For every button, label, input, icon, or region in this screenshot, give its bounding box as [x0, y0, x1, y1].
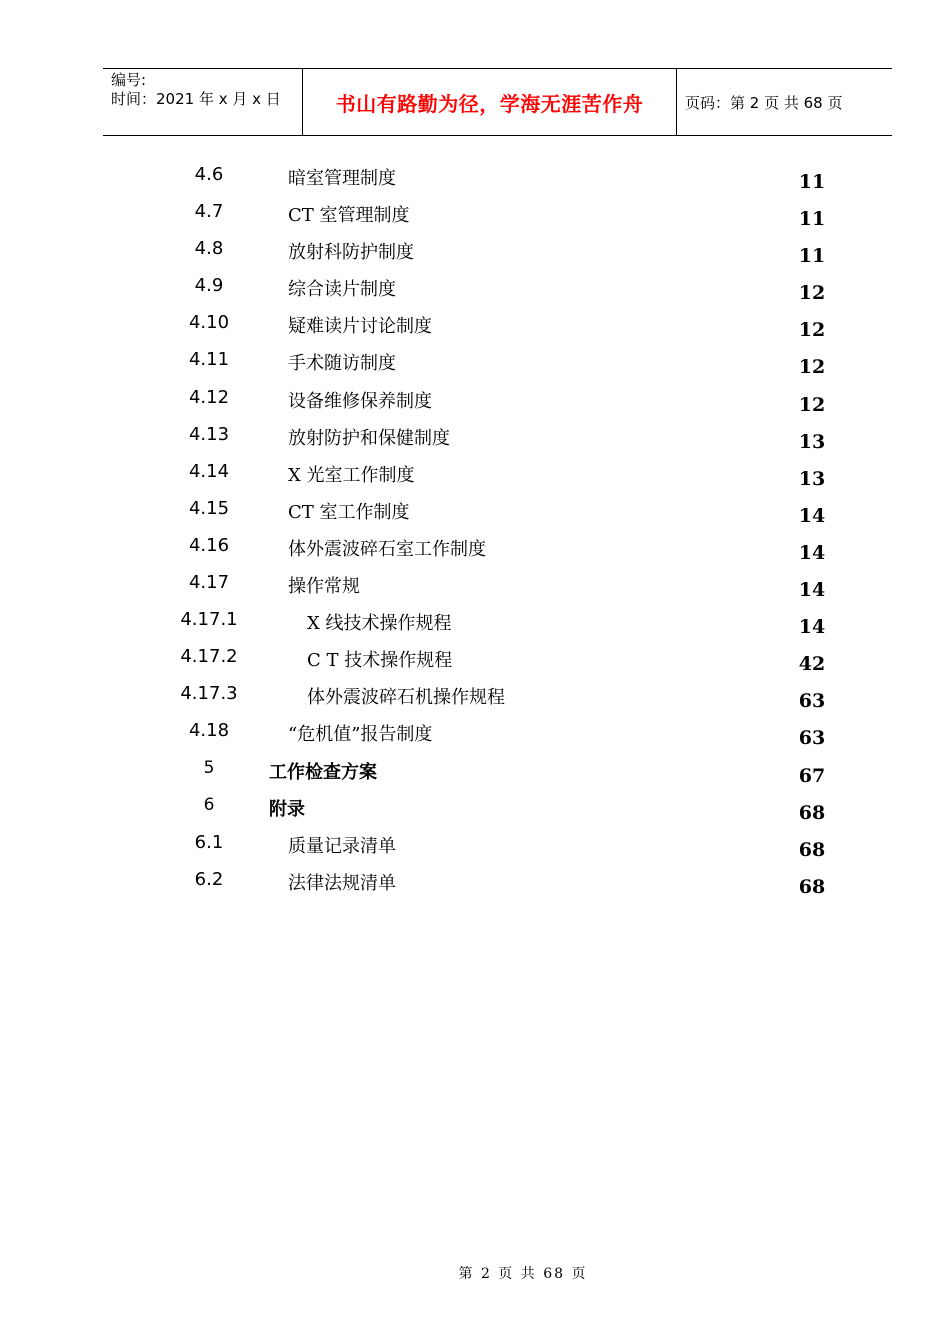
- header-page-info: 页码：第 2 页 共 68 页: [685, 93, 843, 112]
- toc-entry-page: 42: [798, 653, 826, 676]
- toc-entry-title: 放射防护和保健制度: [288, 427, 450, 449]
- toc-entry-title: CT 室管理制度: [288, 205, 410, 227]
- toc-entry-title: X 光室工作制度: [288, 464, 415, 486]
- toc-entry-title: C T 技术操作规程: [307, 650, 453, 672]
- toc-entry[interactable]: [0, 714, 950, 751]
- toc-entry-page: 14: [798, 541, 826, 564]
- toc-entry-title: “危机值”报告制度: [288, 724, 433, 746]
- toc-entry[interactable]: [0, 343, 950, 380]
- time-label: 时间：2021 年 x 月 x 日: [111, 90, 281, 108]
- toc-entry-number: 4.17.2: [180, 646, 238, 668]
- toc-entry[interactable]: [0, 455, 950, 492]
- table-of-contents: [0, 158, 950, 900]
- toc-entry-page: 11: [798, 171, 826, 193]
- serial-label: 编号:: [111, 71, 147, 89]
- toc-entry-page: 68: [798, 801, 826, 824]
- toc-entry[interactable]: [0, 306, 950, 343]
- toc-entry-page: 12: [798, 393, 826, 416]
- toc-entry-title: 法律法规清单: [288, 872, 396, 894]
- header-motto: 书山有路勤为径，学海无涯苦作舟: [303, 69, 677, 135]
- toc-entry-number: 4.16: [188, 534, 230, 556]
- toc-entry[interactable]: [0, 640, 950, 677]
- toc-entry-number: 6.2: [194, 868, 224, 890]
- toc-entry-page: 14: [798, 579, 826, 602]
- toc-entry-number: 4.17.1: [180, 609, 238, 631]
- toc-entry-title: 附录: [269, 798, 305, 820]
- toc-entry-number: 4.17: [188, 572, 230, 594]
- toc-entry[interactable]: [0, 603, 950, 640]
- toc-entry-page: 12: [798, 282, 826, 305]
- toc-entry-title: 设备维修保养制度: [288, 390, 432, 412]
- toc-entry-title: 工作检查方案: [269, 761, 377, 783]
- toc-entry-title: 质量记录清单: [288, 835, 396, 857]
- toc-entry-title: 暗室管理制度: [288, 168, 396, 189]
- toc-entry[interactable]: [0, 158, 950, 195]
- toc-entry[interactable]: [0, 381, 950, 418]
- toc-entry-page: 12: [798, 319, 826, 342]
- toc-entry-number: 5: [203, 757, 215, 778]
- toc-entry-page: 11: [798, 208, 826, 231]
- toc-entry[interactable]: [0, 863, 950, 900]
- toc-entry[interactable]: [0, 529, 950, 566]
- toc-entry[interactable]: [0, 789, 950, 826]
- toc-entry[interactable]: [0, 752, 950, 789]
- toc-entry[interactable]: [0, 492, 950, 529]
- toc-entry-page: 63: [798, 690, 826, 713]
- toc-entry-title: 疑难读片讨论制度: [288, 316, 432, 338]
- toc-entry-page: 63: [798, 727, 826, 750]
- toc-entry-number: 4.14: [188, 460, 230, 482]
- page-header: [103, 68, 892, 136]
- toc-entry[interactable]: [0, 826, 950, 863]
- page-footer: 第 2 页 共 68 页: [458, 1266, 588, 1282]
- toc-entry[interactable]: [0, 232, 950, 269]
- toc-entry-page: 13: [798, 430, 826, 453]
- toc-entry-number: 4.17.3: [180, 683, 238, 705]
- toc-entry-number: 4.15: [188, 497, 230, 519]
- toc-entry-title: 操作常规: [288, 576, 360, 598]
- toc-entry[interactable]: [0, 269, 950, 306]
- toc-entry-number: 4.13: [188, 423, 230, 445]
- toc-entry-page: 68: [798, 838, 826, 861]
- toc-entry-page: 14: [798, 504, 826, 527]
- toc-entry-title: 体外震波碎石机操作规程: [307, 687, 505, 709]
- toc-entry-number: 6: [203, 794, 215, 815]
- header-meta-cell: [103, 69, 303, 135]
- toc-entry-number: 4.8: [194, 238, 224, 260]
- toc-entry-title: 体外震波碎石室工作制度: [288, 538, 486, 560]
- toc-entry-page: 12: [798, 356, 826, 379]
- toc-entry-title: 综合读片制度: [288, 279, 396, 301]
- toc-entry-title: CT 室工作制度: [288, 501, 410, 523]
- toc-entry[interactable]: [0, 195, 950, 232]
- toc-entry-title: X 线技术操作规程: [307, 613, 452, 635]
- toc-entry-page: 13: [798, 467, 826, 490]
- toc-entry-number: 4.18: [188, 720, 230, 742]
- toc-entry-number: 6.1: [194, 831, 224, 853]
- toc-entry-number: 4.9: [194, 275, 224, 297]
- toc-entry-number: 4.12: [188, 386, 230, 408]
- toc-entry-number: 4.11: [188, 349, 230, 371]
- toc-entry-page: 68: [798, 875, 826, 898]
- toc-entry-page: 14: [798, 616, 826, 639]
- toc-entry-title: 放射科防护制度: [288, 242, 414, 264]
- toc-entry[interactable]: [0, 418, 950, 455]
- toc-entry-number: 4.6: [194, 164, 224, 185]
- toc-entry-page: 67: [798, 764, 826, 787]
- toc-entry-title: 手术随访制度: [288, 353, 396, 375]
- toc-entry-page: 11: [798, 245, 826, 268]
- toc-entry[interactable]: [0, 566, 950, 603]
- toc-entry-number: 4.10: [188, 312, 230, 334]
- toc-entry[interactable]: [0, 677, 950, 714]
- toc-entry-number: 4.7: [194, 201, 224, 223]
